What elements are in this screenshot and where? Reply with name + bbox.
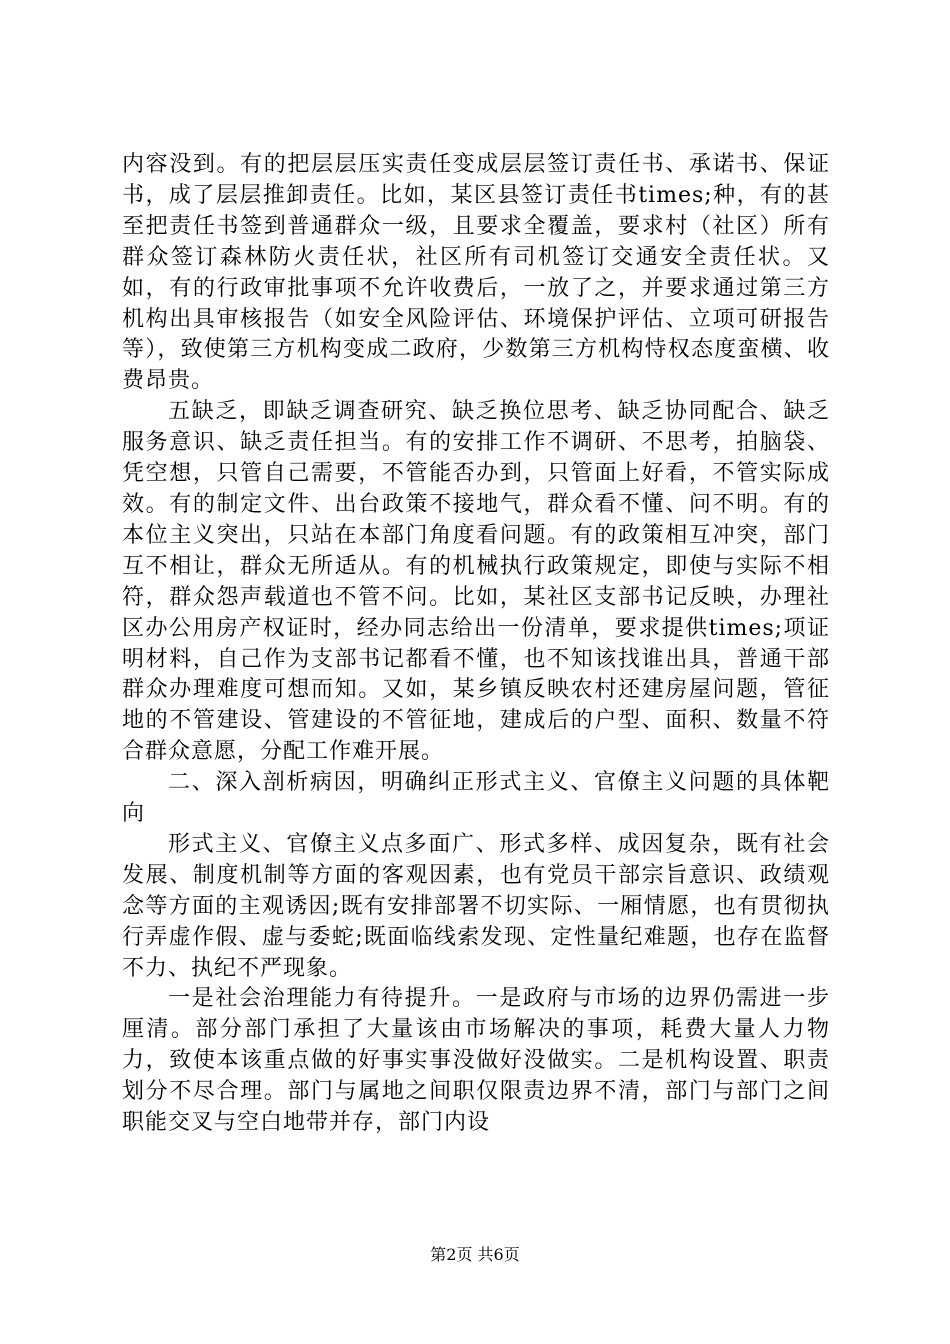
paragraph-governance-capacity: 一是社会治理能力有待提升。一是政府与市场的边界仍需进一步厘清。部分部门承担了大量该由市场解决的事项，耗费大量人力物力，致使本该重点做的好事实事没做好没做实。二是机构设置、职责划分不尽合理。部门与属地之间职仅限责边界不清，部门与部门之间职能交叉与空白地带并存，部门内设 (122, 986, 830, 1136)
paragraph-causes-overview: 形式主义、官僚主义点多面广、形式多样、成因复杂，既有社会发展、制度机制等方面的客观因素，也有党员干部宗旨意识、政绩观念等方面的主观诱因;既有安排部署不切实际、一厢情愿，也有贯彻执行弄虚作假、虚与委蛇;既面临线索发现、定性量纪难题，也存在监督不力、执纪不严现象。 (122, 831, 830, 981)
section-heading-two: 二、深入剖析病因，明确纠正形式主义、官僚主义问题的具体靶向 (122, 770, 830, 827)
page-footer: 第2页 共6页 (430, 1245, 520, 1264)
paragraph-five-lacks: 五缺乏，即缺乏调查研究、缺乏换位思考、缺乏协同配合、缺乏服务意识、缺乏责任担当。有的安排工作不调研、不思考，拍脑袋、凭空想，只管自己需要，不管能否办到，只管面上好看，不管实际成效。有的制定文件、出台政策不接地气，群众看不懂、问不明。有的本位主义突出，只站在本部门角度看问题。有的政策相互冲突，部门互不相让，群众无所适从。有的机械执行政策规定，即使与实际不相符，群众怨声载道也不管不问。比如，某社区支部书记反映，办理社区办公用房产权证时，经办同志给出一份清单，要求提供times;项证明材料，自己作为支部书记都看不懂，也不知该找谁出具，普通干部群众办理难度可想而知。又如，某乡镇反映农村还建房屋问题，管征地的不管建设、管建设的不管征地，建成后的户型、面积、数量不符合群众意愿，分配工作难开展。 (122, 399, 830, 765)
document-body (122, 150, 830, 1139)
paragraph-continuation: 内容没到。有的把层层压实责任变成层层签订责任书、承诺书、保证书，成了层层推卸责任。比如，某区县签订责任书times;种，有的甚至把责任书签到普通群众一级，且要求全覆盖，要求村（社区）所有群众签订森林防火责任状，社区所有司机签订交通安全责任状。又如，有的行政审批事项不允许收费后，一放了之，并要求通过第三方机构出具审核报告（如安全风险评估、环境保护评估、立项可研报告等），致使第三方机构变成二政府，少数第三方机构恃权态度蛮横、收费昂贵。 (122, 152, 830, 394)
